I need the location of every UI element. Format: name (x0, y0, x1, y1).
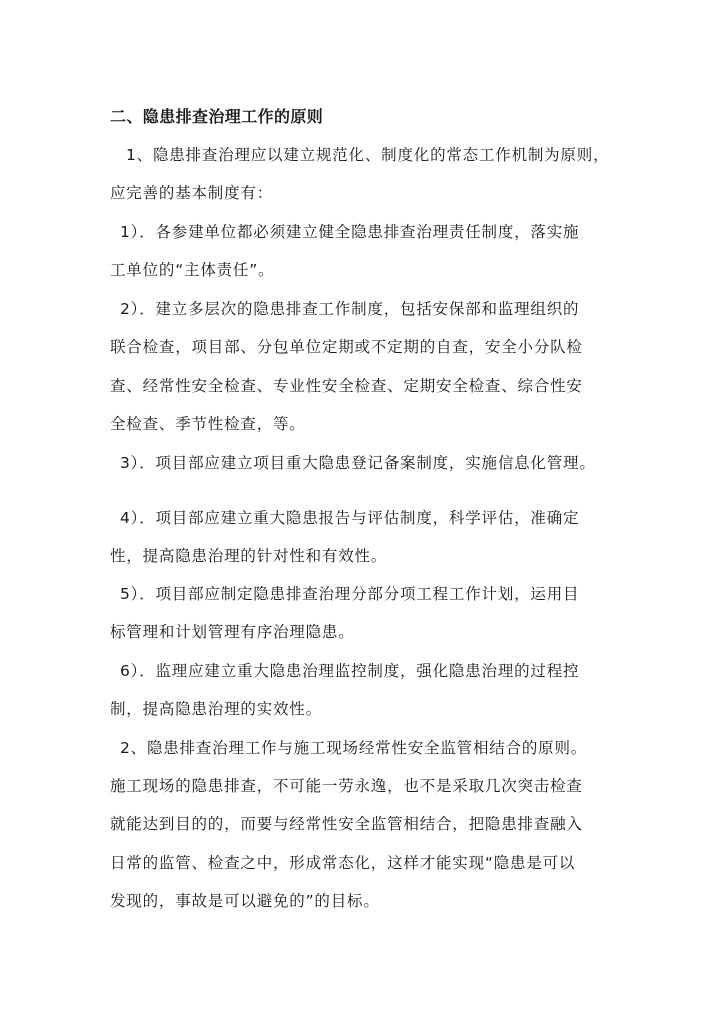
paragraph-line: 3）．项目部应建立项目重大隐患登记备案制度，实施信息化管理。 (120, 454, 596, 472)
paragraph-line: 6）．监理应建立重大隐患治理监控制度，强化隐患治理的过程控 (120, 662, 580, 680)
paragraph-line: 施工现场的隐患排查，不可能一劳永逸，也不是采取几次突击检查 (110, 777, 583, 795)
paragraph-line: 日常的监管、检查之中，形成常态化，这样才能实现“隐患是可以 (110, 854, 576, 872)
paragraph-line: 4）．项目部应建立重大隐患报告与评估制度，科学评估，准确定 (120, 509, 580, 527)
paragraph-line: 5）．项目部应制定隐患排查治理分部分项工程工作计划，运用目 (120, 585, 580, 603)
paragraph-line: 就能达到目的的，而要与经常性安全监管相结合，把隐患排查融入 (110, 815, 583, 833)
paragraph-line: 制，提高隐患治理的实效性。 (110, 700, 322, 718)
section-heading: 二、隐患排查治理工作的原则 (110, 107, 324, 126)
paragraph-line: 1）．各参建单位都必须建立健全隐患排查治理责任制度，落实施 (120, 223, 580, 241)
paragraph-line: 联合检查，项目部、分包单位定期或不定期的自查，安全小分队检 (110, 338, 583, 356)
paragraph-line: 全检查、季节性检查，等。 (110, 415, 306, 433)
paragraph-line: 应完善的基本制度有： (110, 184, 274, 202)
paragraph-line: 1、隐患排查治理应以建立规范化、制度化的常态工作机制为原则， (126, 146, 610, 164)
paragraph-line: 发现的，事故是可以避免的”的目标。 (110, 892, 380, 910)
paragraph-line: 标管理和计划管理有序治理隐患。 (110, 623, 355, 641)
paragraph-line: 工单位的“主体责任”。 (110, 261, 275, 279)
paragraph-line: 性，提高隐患治理的针对性和有效性。 (110, 547, 388, 565)
paragraph-line: 2、隐患排查治理工作与施工现场经常性安全监管相结合的原则。 (120, 739, 588, 757)
paragraph-line: 查、经常性安全检查、专业性安全检查、定期安全检查、综合性安 (110, 377, 583, 395)
paragraph-line: 2）．建立多层次的隐患排查工作制度，包括安保部和监理组织的 (120, 300, 580, 318)
